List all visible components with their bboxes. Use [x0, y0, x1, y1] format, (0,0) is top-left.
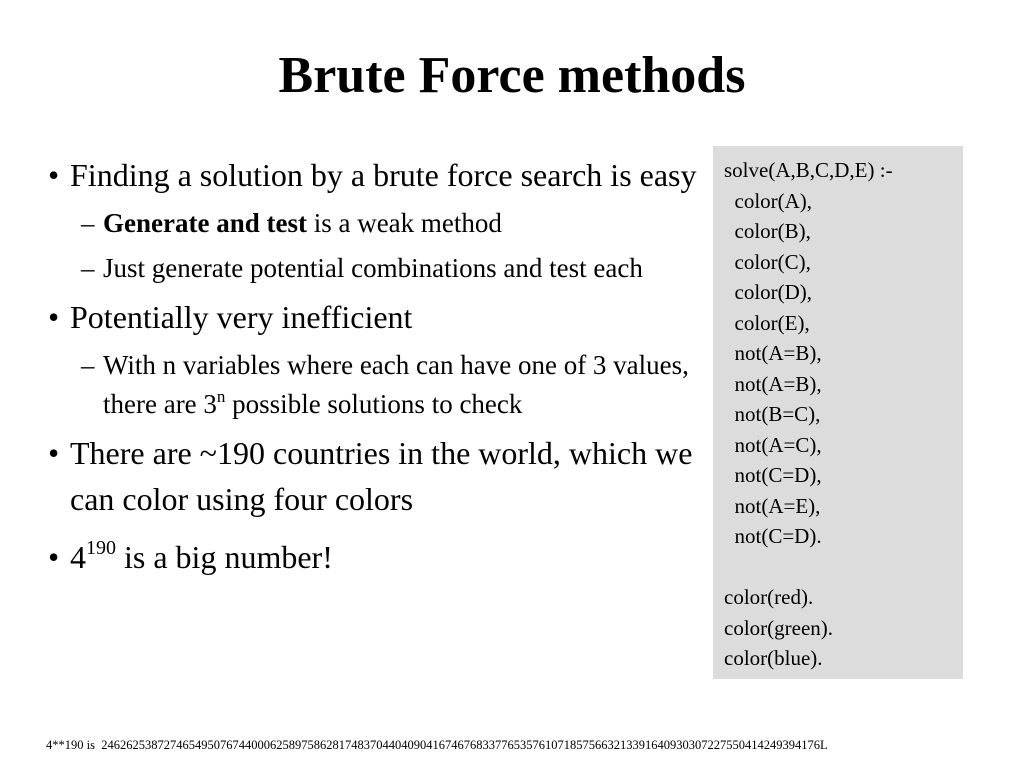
bullet-base-number: 4: [70, 539, 86, 575]
bullet-marker: •: [48, 435, 60, 471]
superscript-exponent: 190: [86, 537, 116, 559]
bullet-marker: •: [48, 539, 60, 575]
code-line: color(E),: [724, 310, 810, 335]
sub-bullet-item: [81, 249, 698, 288]
code-blank-line: [724, 552, 963, 583]
code-line: solve(A,B,C,D,E) :-: [724, 158, 893, 182]
sub-bullet-marker: –: [81, 253, 95, 283]
bullet-text: is a big number!: [116, 539, 333, 575]
code-line: not(A=E),: [724, 493, 821, 518]
bullet-item: [48, 430, 698, 522]
sub-bullet-text: is a weak method: [306, 208, 502, 238]
code-line: not(C=D).: [724, 524, 822, 548]
sub-bullet-marker: –: [81, 208, 95, 238]
sub-bullet-text: With n variables where each can have one of 3 values, there are 3: [103, 350, 689, 419]
sub-bullet-text: Just generate potential combinations and test each: [103, 253, 643, 283]
sub-bullet-marker: –: [81, 350, 95, 380]
code-line: not(A=B),: [724, 371, 822, 396]
slide-title: Brute Force methods: [278, 47, 746, 104]
code-line: color(A),: [724, 188, 813, 213]
sub-bullet-item: [81, 204, 698, 243]
code-line: color(blue).: [724, 646, 823, 670]
code-line: color(B),: [724, 219, 811, 243]
bullet-text: There are ~190 countries in the world, which we can color using four colors: [70, 435, 693, 517]
emphasis-text: Generate and test: [103, 208, 307, 238]
code-line: color(green).: [724, 615, 834, 640]
sub-bullet-text-continued: possible solutions to check: [225, 389, 523, 419]
sub-bullet-item: [81, 346, 698, 424]
bullet-text: Potentially very inefficient: [70, 299, 413, 335]
bullet-item: [48, 534, 698, 580]
superscript-exponent: n: [216, 387, 226, 406]
code-line: color(D),: [724, 280, 813, 304]
bullet-marker: •: [48, 299, 60, 335]
bullet-text: Finding a solution by a brute force search is easy: [70, 157, 697, 193]
bullet-item: [48, 152, 698, 198]
code-line: color(red).: [724, 585, 814, 609]
bullet-item: [48, 294, 698, 340]
footer-note: 4**190 is 2462625387274654950767440006258975862817483704404090416746768337765357610718575663213391640930307227550414249394176L: [46, 738, 828, 752]
bullet-marker: •: [48, 157, 60, 193]
code-line: not(A=C),: [724, 432, 822, 457]
code-line: not(A=B),: [724, 341, 822, 365]
bullet-list: [48, 148, 698, 580]
code-line: not(C=D),: [724, 463, 822, 487]
prolog-code-box: [713, 146, 963, 679]
code-line: color(C),: [724, 249, 811, 274]
code-line: not(B=C),: [724, 402, 821, 426]
